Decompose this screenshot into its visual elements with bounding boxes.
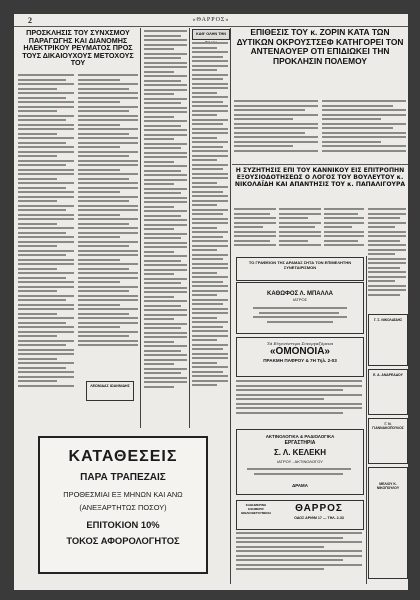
doctor-ad-details: [253, 307, 347, 331]
mid-article-column: [234, 208, 276, 252]
doctor-ad-line2: ΙΑΤΡΟΣ: [292, 297, 308, 302]
side-ad-a-name: Γ. Σ. ΝΙΚΟΛΑΪΔΗΣ: [373, 318, 403, 322]
side-ad-a: [368, 314, 408, 366]
lab-ad-details: [247, 468, 351, 482]
lab-ad-line4: ΙΑΤΡΟΥ - ΑΚΤΙΝΟΛΟΓΟΥ: [277, 459, 323, 464]
subscription-title: ΘΑΡΡΟΣ: [295, 503, 343, 514]
side-ad-b-name: Ε. Α. ΑΝΔΡΕΑΔΟΥ: [373, 373, 403, 377]
subscription-left: ΚΑΘΗΜΕΡΙΝΗ ΕΦΗΜΕΡΙΣ ΒΙΒΛΙΟΘΕΤΟΥΜΕΝΗ: [241, 503, 271, 515]
side-ad-b: [368, 369, 408, 415]
bottom-notices: [236, 532, 362, 576]
notice-text: ΤΟ ΓΡΑΦΕΙΟΝ ΤΗΣ ΔΡΑΜΑΣ ΣΗΤΑ ΤΟΝ ΕΠΙΜΕΛΗΤΗΝ ΣΥΝΕΤΑΙΡΙΣΜΟΝ: [248, 260, 352, 270]
city-news-column: [192, 42, 228, 426]
top-article-column: [234, 100, 318, 160]
side-ad-d-name: ΜΕΛΙΟΥ Κ. ΝΙΚΟΠΟΥΛΟΥ: [376, 482, 400, 491]
drugstore-title: «ΟΜΟΝΟΙΑ»: [269, 346, 330, 357]
subscription-address: ΟΔΟΣ ΑΡΙΘΜ 17 — ΤΗΛ. 2-33: [294, 516, 344, 520]
masthead: [14, 14, 408, 27]
column-rule: [366, 256, 367, 584]
lab-ad-line1: ΑΚΤΙΝΟΛΟΓΙΚΑ & ΡΑΔΙΟΛΟΓΙΚΑ: [265, 434, 335, 439]
bank-ad-line2: ΠΑΡΑ ΤΡΑΠΕΖΑΙΣ: [80, 472, 166, 483]
newspaper-name: «ΘΑΡΡΟΣ»: [192, 17, 230, 23]
signature-name: ΛΕΩΝΙΔΑΣ ΙΩΑΝΝΙΔΗΣ: [90, 384, 130, 388]
doctor-ad: [236, 282, 364, 334]
lab-ad-line2: ΕΡΓΑΣΤΗΡΙΑ: [284, 440, 316, 446]
column-rule: [140, 28, 141, 428]
drugstore-ad: [236, 337, 364, 377]
small-notices: [236, 380, 362, 424]
signature-box: [86, 381, 134, 401]
drugstore-intro: Τά Εὐγενέστερα Συνεργαζόμενα: [266, 341, 334, 346]
mid-article-column: [279, 208, 321, 252]
newspaper-page: [14, 14, 408, 590]
mid-article-column: [324, 208, 364, 252]
side-ad-c-name: Γ. Ν. ΓΙΑΝΝΑΚΟΠΟΥΛΟΣ: [372, 422, 404, 431]
bank-ad-line5: ΕΠΙΤΟΚΙΟΝ 10%: [86, 519, 160, 530]
top-article-column: [322, 100, 406, 160]
lab-ad-line5: ΔΡΑΜΑ: [292, 483, 308, 488]
doctor-ad-line1: ΚΑΘΩΦΟΣ Λ. ΜΠΑΛΛΑ: [267, 291, 333, 297]
right-column: [368, 208, 406, 308]
center-column: [144, 30, 187, 426]
column-rule: [189, 28, 190, 428]
page-number: 2: [28, 16, 32, 25]
bank-ad-line4: (ΑΝΕΞΑΡΤΗΤΩΣ ΠΟΣΟΥ): [79, 503, 167, 512]
bank-deposits-ad: [38, 436, 208, 574]
city-news-box-title: ΚΑΘ' ΟΛΗΝ ΤΗΝ: [192, 29, 230, 40]
side-ad-c: [368, 418, 408, 464]
bank-ad-line1: ΚΑΤΑΘΕΣΕΙΣ: [68, 448, 178, 465]
bank-ad-line6: ΤΟΚΟΣ ΑΦΟΡΟΛΟΓΗΤΟΣ: [66, 535, 180, 546]
notice-box: [236, 257, 364, 281]
column-rule: [230, 28, 231, 584]
bank-ad-line3: ΠΡΟΘΕΣΜΙΑΙ ΕΞ ΜΗΝΩΝ ΚΑΙ ΑΝΩ: [63, 490, 183, 499]
left-article-column: [78, 74, 138, 379]
top-headline: ΕΠΙΘΕΣΙΣ ΤΟΥ κ. ΖΟΡΙΝ ΚΑΤΑ ΤΩΝ ΔΥΤΙΚΩΝ ΟΚΡΟΥΣΤΣΕΦ ΚΑΤΗΓΟΡΕΙ ΤΟΝ ΑΝΤΕΝΑΟΥΕΡ ΟΤΙ ΕΠΙΔΙΩΚΕΙ ΤΗΝ ΠΡΟΚΛΗΣΙΝ ΠΟΛΕΜΟΥ: [236, 27, 404, 66]
subscription-box: [236, 500, 364, 530]
lab-ad-line3: Σ. Λ. ΚΕΛΕΚΗ: [273, 448, 327, 457]
mid-headline: Η ΣΥΖΗΤΗΣΙΣ ΕΠΙ ΤΟΥ ΚΑΝΝΙΚΟΥ ΕΙΣ ΕΠΙΤΡΟΠΗΝ ΕΞΟΥΣΙΟΔΟΤΗΣΕΩΣ Ο ΛΟΓΟΣ ΤΟΥ ΒΟΥΛΕΥΤΟΥ κ. ΝΙΚΟΛΑΪΔΗ ΚΑΙ ΑΠΑΝΤΗΣΙΣ ΤΟΥ κ. ΠΑΠΑΛΙΓΟΥΡΑ: [234, 167, 406, 189]
left-headline: ΠΡΟΣΚΛΗΣΙΣ ΤΟΥ ΣΥΝΧΣΜΟΥ ΠΑΡΑΓΩΓΗΣ ΚΑΙ ΔΙΑΝΟΜΗΣ ΗΛΕΚΤΡΙΚΟΥ ΡΕΥΜΑΤΟΣ ΠΡΟΣ ΤΟΥΣ ΔΙΚΑΙΟΥΧΟΥΣ ΜΕΤΟΧΟΥΣ ΤΟΥ: [22, 28, 134, 68]
drugstore-address: ΠΡΑΚΜΗ ΠΑΦΡΟΥ & 7Η Τηλ. 2-03: [263, 358, 337, 363]
left-article-column: [18, 74, 74, 426]
radiology-lab-ad: [236, 429, 364, 495]
section-rule: [232, 164, 408, 165]
side-ad-d: [368, 467, 408, 579]
